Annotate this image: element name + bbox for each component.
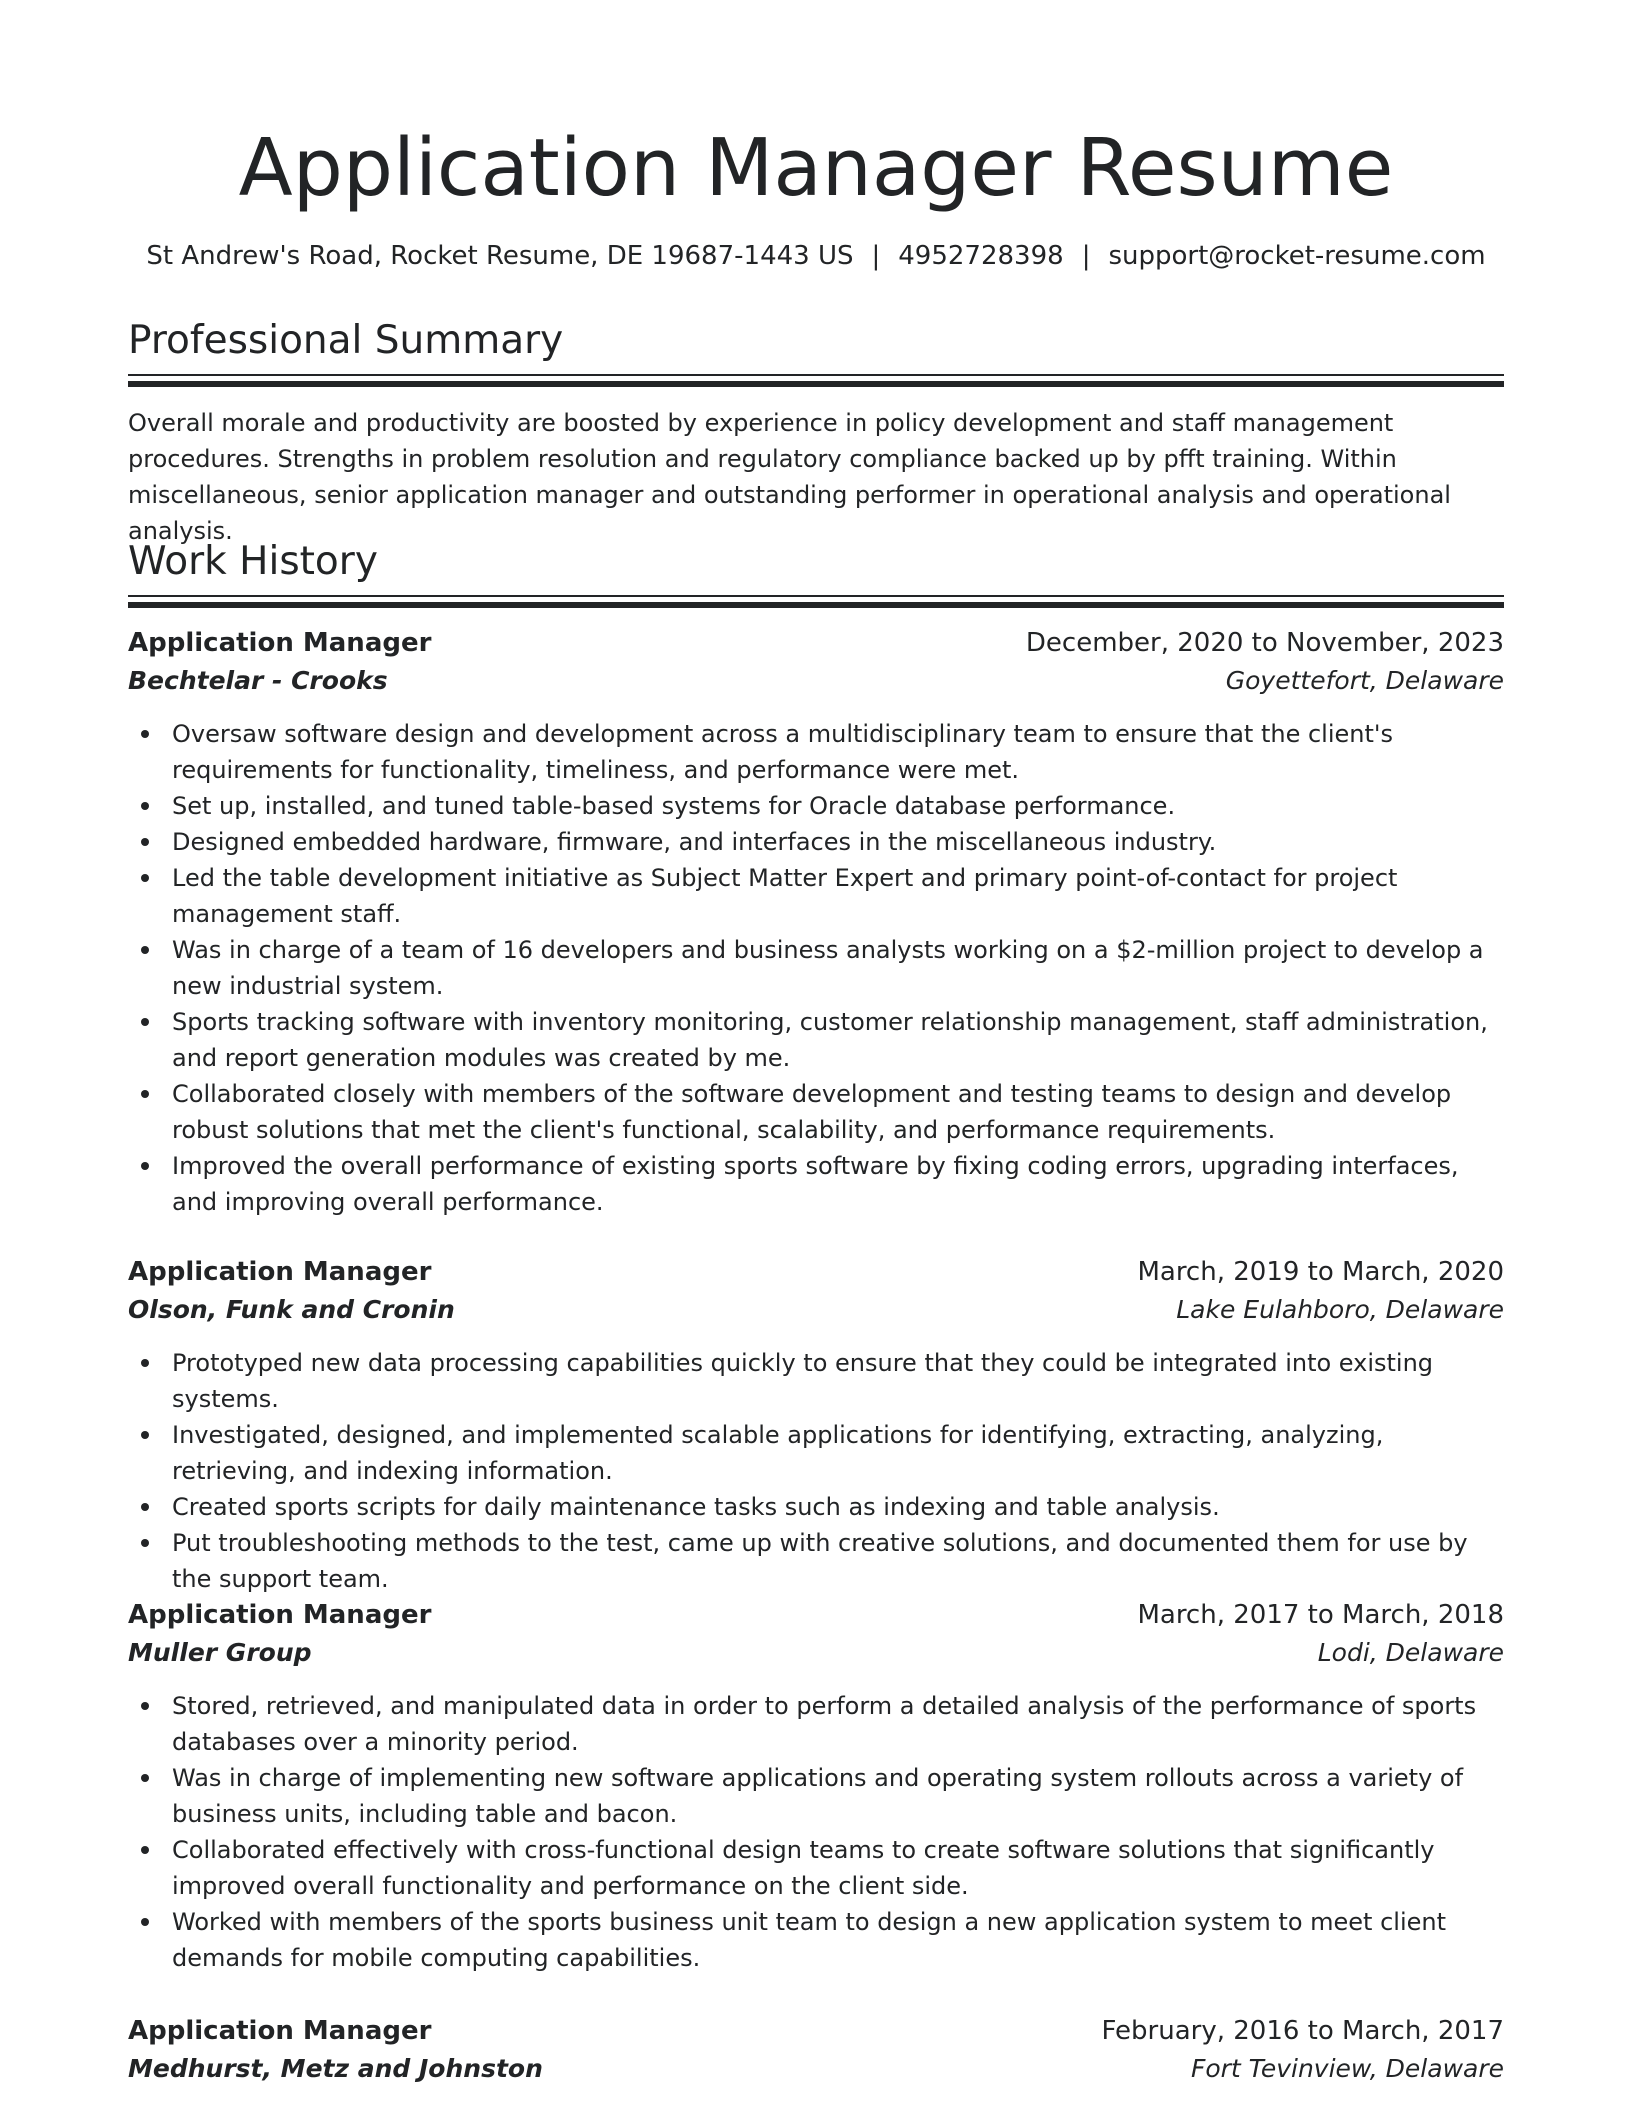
job-header bbox=[128, 624, 1504, 662]
summary-text: Overall morale and productivity are boosted by experience in policy development and staff management procedures. Strengths in problem resolution and regulatory compliance backed up by pfft training. Within miscellaneous, senior application manager and outstanding performer in operational analysis and operational analysis. bbox=[128, 409, 1451, 545]
job-subheader bbox=[128, 1291, 1504, 1329]
bullet-item bbox=[128, 788, 1504, 824]
contact-address: St Andrew's Road, Rocket Resume, DE 19687-1443 US bbox=[146, 241, 854, 271]
job-header bbox=[128, 2012, 1504, 2050]
section-divider bbox=[128, 381, 1504, 387]
bullet-dot-icon bbox=[141, 1162, 149, 1170]
job-bullets bbox=[128, 1345, 1504, 1597]
bullet-item bbox=[128, 824, 1504, 860]
resume-title: Application Manager Resume bbox=[238, 122, 1394, 214]
job-dates: March, 2017 to March, 2018 bbox=[1137, 1600, 1504, 1630]
bullet-item bbox=[128, 1489, 1504, 1525]
bullet-text: Sports tracking software with inventory monitoring, customer relationship management, staff administration, and report generation modules was created by me. bbox=[172, 1008, 1488, 1072]
bullet-dot-icon bbox=[141, 1431, 149, 1439]
job-subheader bbox=[128, 662, 1504, 700]
job-dates: March, 2019 to March, 2020 bbox=[1137, 1257, 1504, 1287]
job-bullets bbox=[128, 716, 1504, 1220]
bullet-dot-icon bbox=[141, 946, 149, 954]
bullet-item bbox=[128, 716, 1504, 788]
bullet-text: Created sports scripts for daily maintenance tasks such as indexing and table analysis. bbox=[172, 1493, 1220, 1521]
bullet-item bbox=[128, 1760, 1504, 1832]
bullet-item bbox=[128, 932, 1504, 1004]
job-company: Medhurst, Metz and Johnston bbox=[128, 2054, 543, 2083]
bullet-dot-icon bbox=[141, 874, 149, 882]
bullet-item bbox=[128, 1525, 1504, 1597]
bullet-item bbox=[128, 1076, 1504, 1148]
bullet-text: Stored, retrieved, and manipulated data in order to perform a detailed analysis of the performance of sports databases over a minority period. bbox=[172, 1692, 1477, 1756]
job-title: Application Manager bbox=[128, 1600, 432, 1630]
job-header bbox=[128, 1253, 1504, 1291]
job-company: Muller Group bbox=[128, 1638, 312, 1667]
bullet-dot-icon bbox=[141, 1774, 149, 1782]
bullet-text: Put troubleshooting methods to the test, came up with creative solutions, and documented them for use by the support team. bbox=[172, 1529, 1468, 1593]
job-location: Lodi, Delaware bbox=[1317, 1638, 1504, 1667]
job-location: Fort Tevinview, Delaware bbox=[1190, 2054, 1504, 2083]
bullet-text: Set up, installed, and tuned table-based systems for Oracle database performance. bbox=[172, 792, 1176, 820]
bullet-dot-icon bbox=[141, 1503, 149, 1511]
bullet-dot-icon bbox=[141, 1539, 149, 1547]
work-history-section bbox=[128, 537, 1504, 587]
contact-separator: | bbox=[1081, 241, 1091, 271]
job-location: Goyettefort, Delaware bbox=[1225, 666, 1504, 695]
bullet-text: Collaborated closely with members of the software development and testing teams to design and develop robust solutions that met the client's functional, scalability, and performance requirements. bbox=[172, 1080, 1452, 1144]
bullet-item bbox=[128, 1904, 1504, 1976]
bullet-dot-icon bbox=[141, 838, 149, 846]
job-dates: February, 2016 to March, 2017 bbox=[1101, 2016, 1504, 2046]
contact-separator: | bbox=[871, 241, 881, 271]
job-entry bbox=[128, 1596, 1504, 1976]
contact-line bbox=[128, 238, 1504, 274]
section-divider bbox=[128, 595, 1504, 597]
contact-phone: 4952728398 bbox=[898, 241, 1064, 271]
bullet-item bbox=[128, 1004, 1504, 1076]
section-divider bbox=[128, 374, 1504, 376]
bullet-text: Oversaw software design and development across a multidisciplinary team to ensure that the client's requirements for functionality, timeliness, and performance were met. bbox=[172, 720, 1393, 784]
job-subheader bbox=[128, 1634, 1504, 1672]
bullet-text: Investigated, designed, and implemented scalable applications for identifying, extracting, analyzing, retrieving, and indexing information. bbox=[172, 1421, 1384, 1485]
bullet-dot-icon bbox=[141, 1702, 149, 1710]
job-subheader bbox=[128, 2050, 1504, 2088]
bullet-dot-icon bbox=[141, 1090, 149, 1098]
bullet-text: Designed embedded hardware, firmware, and interfaces in the miscellaneous industry. bbox=[172, 828, 1217, 856]
section-divider bbox=[128, 602, 1504, 608]
bullet-item bbox=[128, 1148, 1504, 1220]
bullet-item bbox=[128, 1345, 1504, 1417]
job-header bbox=[128, 1596, 1504, 1634]
bullet-item bbox=[128, 1688, 1504, 1760]
contact-email[interactable]: support@rocket-resume.com bbox=[1108, 241, 1486, 271]
bullet-dot-icon bbox=[141, 1846, 149, 1854]
job-dates: December, 2020 to November, 2023 bbox=[1025, 628, 1504, 658]
job-title: Application Manager bbox=[128, 628, 432, 658]
bullet-text: Was in charge of a team of 16 developers and business analysts working on a $2-million project to develop a new industrial system. bbox=[172, 936, 1484, 1000]
job-company: Olson, Funk and Cronin bbox=[128, 1295, 455, 1324]
summary-heading: Professional Summary bbox=[128, 318, 564, 363]
job-bullets bbox=[128, 1688, 1504, 1976]
bullet-text: Collaborated effectively with cross-functional design teams to create software solutions that significantly improved overall functionality and performance on the client side. bbox=[172, 1836, 1435, 1900]
summary-section bbox=[128, 316, 1504, 366]
bullet-item bbox=[128, 1417, 1504, 1489]
bullet-item bbox=[128, 1832, 1504, 1904]
bullet-dot-icon bbox=[141, 1918, 149, 1926]
work-history-heading: Work History bbox=[128, 539, 378, 584]
bullet-item bbox=[128, 860, 1504, 932]
bullet-dot-icon bbox=[141, 1359, 149, 1367]
bullet-text: Prototyped new data processing capabilities quickly to ensure that they could be integrated into existing systems. bbox=[172, 1349, 1434, 1413]
job-title: Application Manager bbox=[128, 1257, 432, 1287]
bullet-text: Improved the overall performance of existing sports software by fixing coding errors, upgrading interfaces, and improving overall performance. bbox=[172, 1152, 1459, 1216]
bullet-dot-icon bbox=[141, 802, 149, 810]
job-entry bbox=[128, 624, 1504, 1220]
job-entry bbox=[128, 2012, 1504, 2088]
job-entry bbox=[128, 1253, 1504, 1597]
bullet-text: Was in charge of implementing new software applications and operating system rollouts across a variety of business units, including table and bacon. bbox=[172, 1764, 1464, 1828]
job-title: Application Manager bbox=[128, 2016, 432, 2046]
bullet-text: Worked with members of the sports business unit team to design a new application system to meet client demands for mobile computing capabilities. bbox=[172, 1908, 1447, 1972]
bullet-dot-icon bbox=[141, 1018, 149, 1026]
job-company: Bechtelar - Crooks bbox=[128, 666, 388, 695]
bullet-dot-icon bbox=[141, 730, 149, 738]
bullet-text: Led the table development initiative as Subject Matter Expert and primary point-of-contact for project management staff. bbox=[172, 864, 1398, 928]
job-location: Lake Eulahboro, Delaware bbox=[1176, 1295, 1504, 1324]
